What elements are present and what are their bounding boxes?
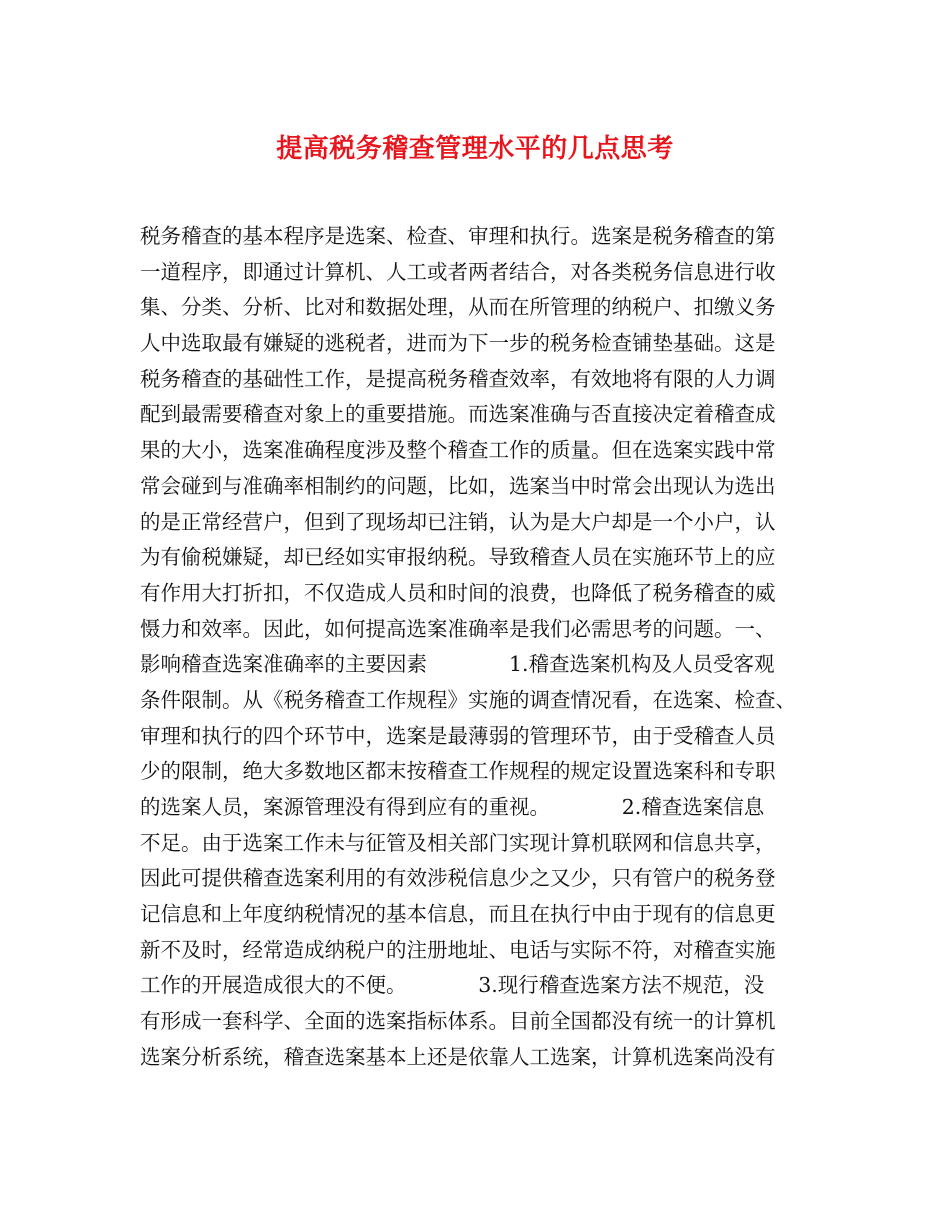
- body-line-9: 的是正常经营户，但到了现场却已注销，认为是大户却是一个小户，认: [140, 509, 776, 534]
- body-line-18: 不足。由于选案工作未与征管及相关部门实现计算机联网和信息共享，: [140, 830, 776, 855]
- body-line-13: 影响稽查选案准确率的主要因素 1.稽查选案机构及人员受客观: [140, 652, 775, 677]
- body-line-22: 工作的开展造成很大的不便。 3.现行稽查选案方法不规范，没: [140, 973, 765, 998]
- body-line-20: 记信息和上年度纳税情况的基本信息，而且在执行中由于现有的信息更: [140, 902, 776, 927]
- body-line-11: 有作用大打折扣，不仅造成人员和时间的浪费，也降低了税务稽查的威: [140, 580, 776, 605]
- body-line-6: 配到最需要稽查对象上的重要措施。而选案准确与否直接决定着稽查成: [140, 402, 776, 427]
- body-line-19: 因此可提供稽查选案利用的有效涉税信息少之又少，只有管户的税务登: [140, 866, 776, 891]
- body-line-3: 集、分类、分析、比对和数据处理，从而在所管理的纳税户、扣缴义务: [140, 295, 776, 320]
- body-line-17: 的选案人员，案源管理没有得到应有的重视。 2.稽查选案信息: [140, 795, 765, 819]
- body-line-23: 有形成一套科学、全面的选案指标体系。目前全国都没有统一的计算机: [140, 1009, 776, 1034]
- body-line-1: 税务稽查的基本程序是选案、检查、审理和执行。选案是税务稽查的第: [140, 224, 776, 248]
- body-line-8: 常会碰到与准确率相制约的问题，比如，选案当中时常会出现认为选出: [140, 473, 776, 498]
- body-line-10: 为有偷税嫌疑，却已经如实审报纳税。导致稽查人员在实施环节上的应: [140, 545, 776, 570]
- document-body: [140, 219, 840, 1076]
- body-line-24: 选案分析系统，稽查选案基本上还是依靠人工选案，计算机选案尚没有: [140, 1044, 776, 1069]
- body-line-12: 慑力和效率。因此，如何提高选案准确率是我们必需思考的问题。一、: [140, 616, 776, 641]
- body-line-14: 条件限制。从《税务稽查工作规程》实施的调查情况看，在选案、检查、: [140, 687, 796, 712]
- body-line-16: 少的限制，绝大多数地区都末按稽查工作规程的规定设置选案科和专职: [140, 759, 776, 784]
- body-line-4: 人中选取最有嫌疑的逃税者，进而为下一步的税务检查铺垫基础。这是: [140, 331, 776, 356]
- body-line-2: 一道程序，即通过计算机、人工或者两者结合，对各类税务信息进行收: [140, 259, 776, 284]
- body-line-15: 审理和执行的四个环节中，选案是最薄弱的管理环节，由于受稽查人员: [140, 723, 776, 748]
- body-line-21: 新不及时，经常造成纳税户的注册地址、电话与实际不符，对稽查实施: [140, 937, 776, 962]
- body-line-5: 税务稽查的基础性工作，是提高税务稽查效率，有效地将有限的人力调: [140, 366, 776, 391]
- body-line-7: 果的大小，选案准确程度涉及整个稽查工作的质量。但在选案实践中常: [140, 438, 776, 463]
- document-title: 提高税务稽查管理水平的几点思考: [276, 134, 674, 164]
